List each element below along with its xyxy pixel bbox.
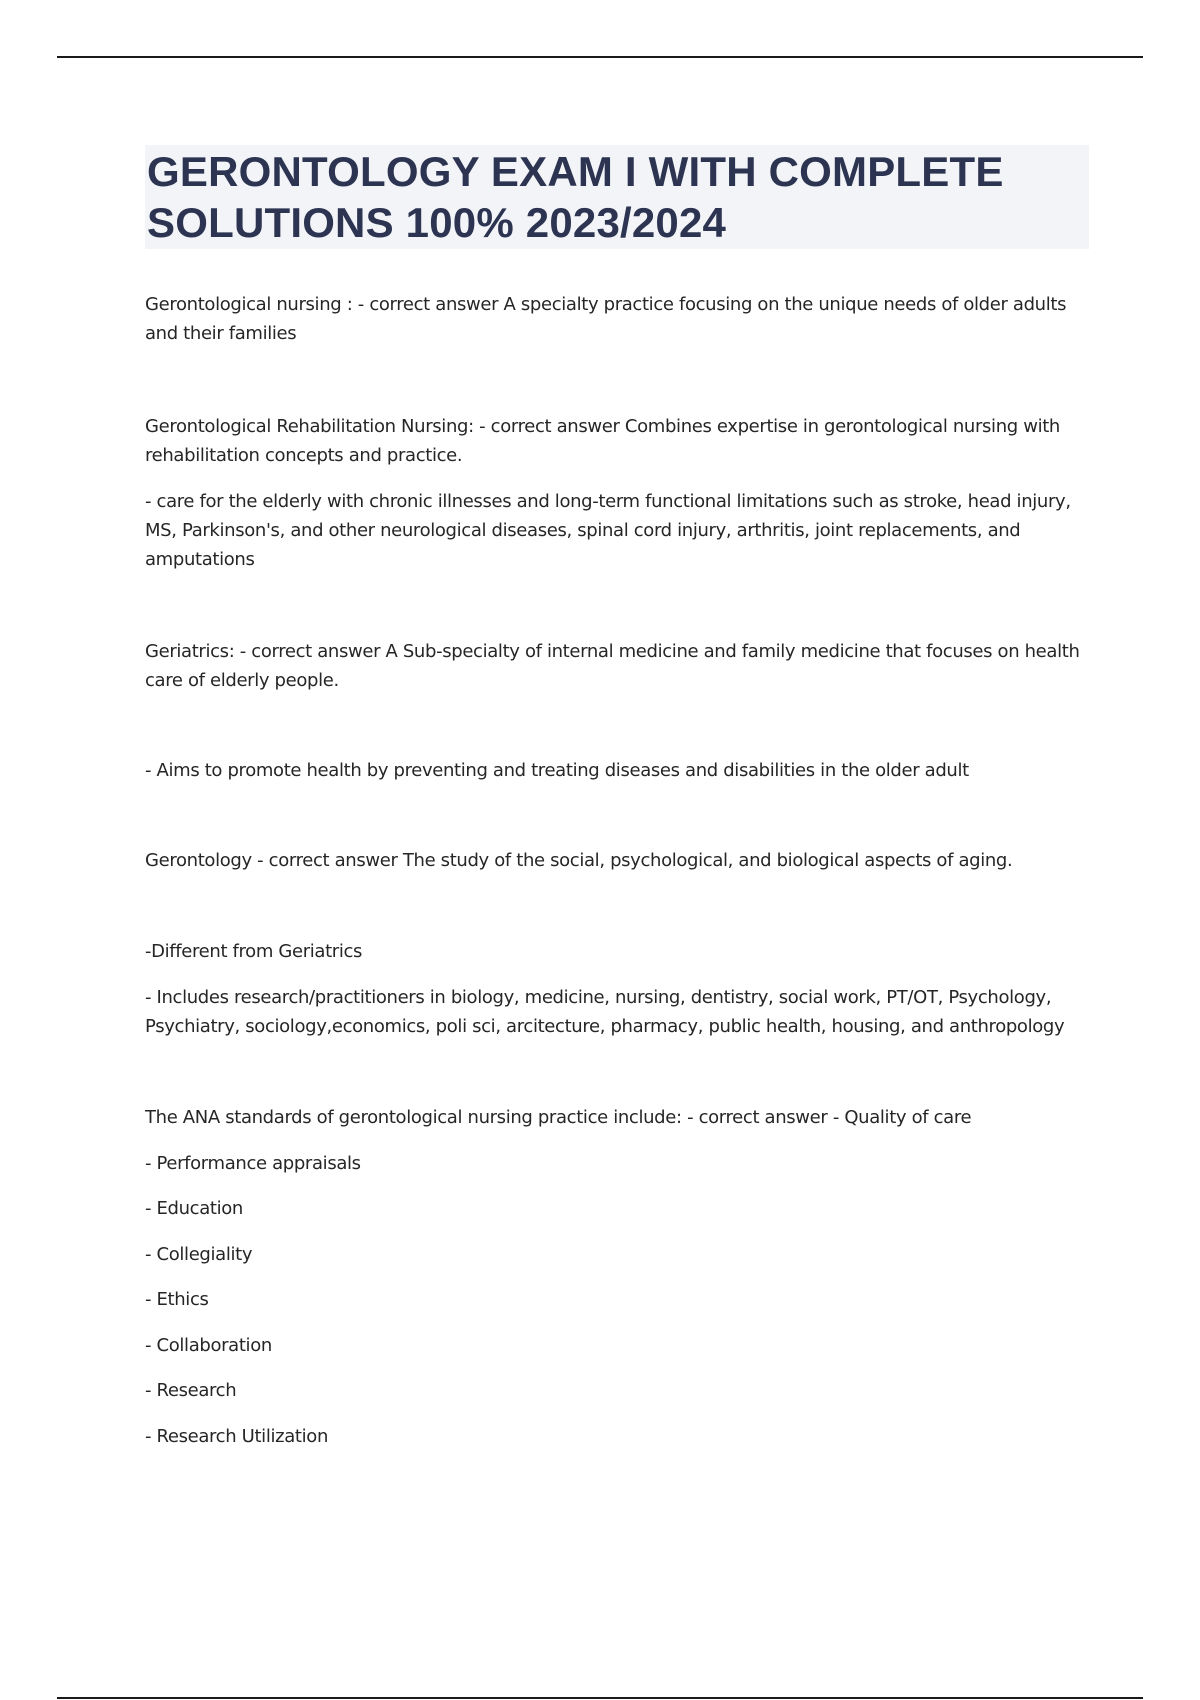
bottom-rule [57,1697,1143,1699]
top-rule [57,56,1143,58]
list-item-education: - Education [145,1198,243,1219]
list-item-performance-appraisals: - Performance appraisals [145,1153,361,1174]
list-item-collegiality: - Collegiality [145,1244,253,1265]
paragraph-different-from-geriatrics: -Different from Geriatrics [145,941,363,962]
paragraph-rehabilitation-nursing: Gerontological Rehabilitation Nursing: - correct answer Combines expertise in gerontological nursing with rehabilitation concepts and practice. [145,416,1066,466]
paragraph-geriatrics-aims: - Aims to promote health by preventing and treating diseases and disabilities in the older adult [145,760,969,781]
paragraph-rehabilitation-care: - care for the elderly with chronic illnesses and long-term functional limitations such as stroke, head injury, MS, Parkinson's, and other neurological diseases, spinal cord injury, arthritis, joint replacements, and amputations [145,491,1077,570]
paragraph-gerontological-nursing: Gerontological nursing : - correct answer A specialty practice focusing on the unique needs of older adults and their families [145,294,1072,344]
paragraph-geriatrics: Geriatrics: - correct answer A Sub-specialty of internal medicine and family medicine that focuses on health care of elderly people. [145,641,1085,691]
list-item-research: - Research [145,1380,237,1401]
paragraph-includes-research: - Includes research/practitioners in biology, medicine, nursing, dentistry, social work, PT/OT, Psychology, Psychiatry, sociology,economics, poli sci, arcitecture, pharmacy, public health, housing, and anthropology [145,987,1065,1037]
document-title: GERONTOLOGY EXAM I WITH COMPLETE SOLUTIONS 100% 2023/2024 [147,148,1004,246]
list-item-collaboration: - Collaboration [145,1335,272,1356]
paragraph-gerontology: Gerontology - correct answer The study of the social, psychological, and biological aspects of aging. [145,850,1013,871]
paragraph-ana-standards: The ANA standards of gerontological nursing practice include: - correct answer - Quality of care [145,1107,972,1128]
list-item-research-utilization: - Research Utilization [145,1426,328,1447]
title-banner [145,145,1089,249]
list-item-ethics: - Ethics [145,1289,209,1310]
